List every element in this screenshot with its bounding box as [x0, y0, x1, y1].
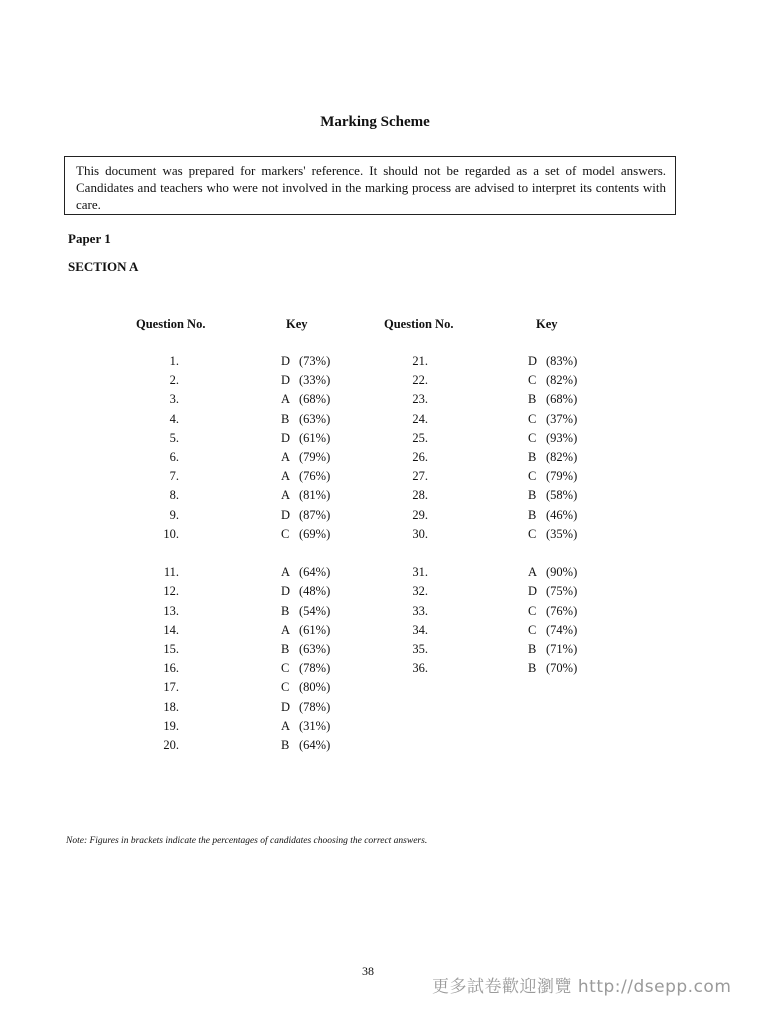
- answer-percentage: (83%): [546, 354, 578, 368]
- answer-key: C: [528, 430, 537, 445]
- answer-key: B: [281, 603, 290, 618]
- answer-key: C: [528, 469, 537, 484]
- answer-key: D: [281, 430, 291, 445]
- answer-percentage: (68%): [299, 392, 331, 407]
- answer-key: B: [528, 488, 537, 503]
- answer-percentage: (80%): [299, 680, 331, 695]
- answer-key: A: [281, 718, 291, 733]
- question-number: 8.: [169, 488, 179, 503]
- paper-heading: Paper 1: [68, 231, 111, 246]
- column-header-key-right: Key: [536, 317, 558, 331]
- answer-key: D: [281, 507, 291, 522]
- answer-key: C: [528, 373, 537, 388]
- column-header-key-left: Key: [286, 317, 308, 331]
- question-number: 30.: [412, 526, 428, 541]
- answer-percentage: (79%): [299, 450, 331, 464]
- answer-key: C: [528, 622, 537, 637]
- answer-key: C: [528, 526, 537, 541]
- answer-key: D: [528, 354, 538, 368]
- section-heading: SECTION A: [68, 259, 139, 274]
- question-number: 31.: [412, 565, 428, 580]
- question-number: 3.: [169, 392, 179, 407]
- answer-percentage: (74%): [546, 622, 578, 637]
- page-title: Marking Scheme: [320, 114, 430, 130]
- answer-key: B: [528, 392, 537, 407]
- answer-key: B: [281, 642, 290, 656]
- answer-percentage: (78%): [299, 699, 331, 714]
- answer-percentage: (75%): [546, 584, 578, 599]
- question-number: 12.: [163, 584, 179, 599]
- answer-percentage: (70%): [546, 661, 578, 676]
- question-number: 14.: [163, 622, 179, 637]
- answer-percentage: (58%): [546, 488, 578, 503]
- answer-key: C: [281, 680, 290, 695]
- answer-percentage: (76%): [546, 603, 578, 618]
- question-number: 10.: [163, 526, 179, 541]
- answer-key: D: [528, 584, 538, 599]
- answer-key: A: [281, 565, 291, 580]
- column-header-question-right: Question No.: [384, 317, 454, 331]
- question-number: 6.: [169, 450, 179, 464]
- answer-key: C: [528, 603, 537, 618]
- answer-percentage: (37%): [546, 411, 578, 426]
- question-number: 22.: [412, 373, 428, 388]
- answer-key: B: [528, 642, 537, 656]
- answer-key: D: [281, 584, 291, 599]
- answer-percentage: (61%): [299, 430, 331, 445]
- answer-key: A: [281, 622, 291, 637]
- answer-percentage: (46%): [546, 507, 578, 522]
- answer-percentage: (64%): [299, 565, 331, 580]
- question-number: 18.: [163, 699, 179, 714]
- answer-key: A: [528, 565, 538, 580]
- answer-percentage: (90%): [546, 565, 578, 580]
- answer-percentage: (69%): [299, 526, 331, 541]
- question-number: 2.: [169, 373, 179, 388]
- answer-key: A: [281, 469, 291, 484]
- answer-percentage: (48%): [299, 584, 331, 599]
- answer-percentage: (68%): [546, 392, 578, 407]
- question-number: 25.: [412, 430, 428, 445]
- question-number: 4.: [169, 411, 179, 426]
- answer-percentage: (31%): [299, 718, 331, 733]
- question-number: 23.: [412, 392, 428, 407]
- answer-key: A: [281, 488, 291, 503]
- answer-percentage: (73%): [299, 354, 331, 368]
- disclaimer-box: This document was prepared for markers' reference. It should not be regarded as a set of model answers. Candidates and teachers who were not involved in the marking process are advised to interpret its contents with care.: [64, 156, 676, 215]
- footnote: Note: Figures in brackets indicate the percentages of candidates choosing the correct answers.: [66, 836, 428, 846]
- answer-percentage: (63%): [299, 411, 331, 426]
- question-number: 28.: [412, 488, 428, 503]
- question-number: 21.: [412, 354, 428, 368]
- question-number: 24.: [412, 411, 428, 426]
- answer-percentage: (35%): [546, 526, 578, 541]
- answer-percentage: (63%): [299, 642, 331, 656]
- question-number: 19.: [163, 718, 179, 733]
- question-number: 34.: [412, 622, 428, 637]
- question-number: 1.: [169, 354, 179, 368]
- answer-percentage: (33%): [299, 373, 331, 388]
- answer-key: B: [528, 661, 537, 676]
- question-number: 15.: [163, 642, 179, 656]
- answer-percentage: (71%): [546, 642, 578, 656]
- answer-key: C: [281, 661, 290, 676]
- question-number: 11.: [163, 565, 179, 580]
- question-number: 29.: [412, 507, 428, 522]
- question-number: 9.: [169, 507, 179, 522]
- answer-percentage: (76%): [299, 469, 331, 484]
- answer-percentage: (64%): [299, 738, 331, 752]
- page-number: 38: [362, 964, 374, 978]
- answer-percentage: (93%): [546, 430, 578, 445]
- question-number: 13.: [163, 603, 179, 618]
- answer-percentage: (87%): [299, 507, 331, 522]
- question-number: 17.: [163, 680, 179, 695]
- question-number: 26.: [412, 450, 428, 464]
- column-header-question-left: Question No.: [136, 317, 206, 331]
- question-number: 7.: [169, 469, 179, 484]
- answer-percentage: (78%): [299, 661, 331, 676]
- answer-percentage: (79%): [546, 469, 578, 484]
- answer-key: C: [281, 526, 290, 541]
- answer-key: B: [281, 738, 290, 752]
- watermark: 更多試卷歡迎瀏覽 http://dsepp.com: [432, 977, 732, 997]
- answer-percentage: (82%): [546, 450, 578, 464]
- answer-key: C: [528, 411, 537, 426]
- answer-percentage: (61%): [299, 622, 331, 637]
- question-number: 35.: [412, 642, 428, 656]
- answer-percentage: (82%): [546, 373, 578, 388]
- answer-percentage: (54%): [299, 603, 331, 618]
- answer-key: D: [281, 373, 291, 388]
- question-number: 16.: [163, 661, 179, 676]
- answer-percentage: (81%): [299, 488, 331, 503]
- question-number: 33.: [412, 603, 428, 618]
- question-number: 27.: [412, 469, 428, 484]
- question-number: 32.: [412, 584, 428, 599]
- answer-key: B: [528, 507, 537, 522]
- question-number: 36.: [412, 661, 428, 676]
- answer-key: B: [528, 450, 537, 464]
- answer-key: D: [281, 699, 291, 714]
- question-number: 5.: [169, 430, 179, 445]
- answer-key: B: [281, 411, 290, 426]
- answer-key: D: [281, 354, 291, 368]
- question-number: 20.: [163, 738, 179, 752]
- answer-key: A: [281, 450, 291, 464]
- answer-key: A: [281, 392, 291, 407]
